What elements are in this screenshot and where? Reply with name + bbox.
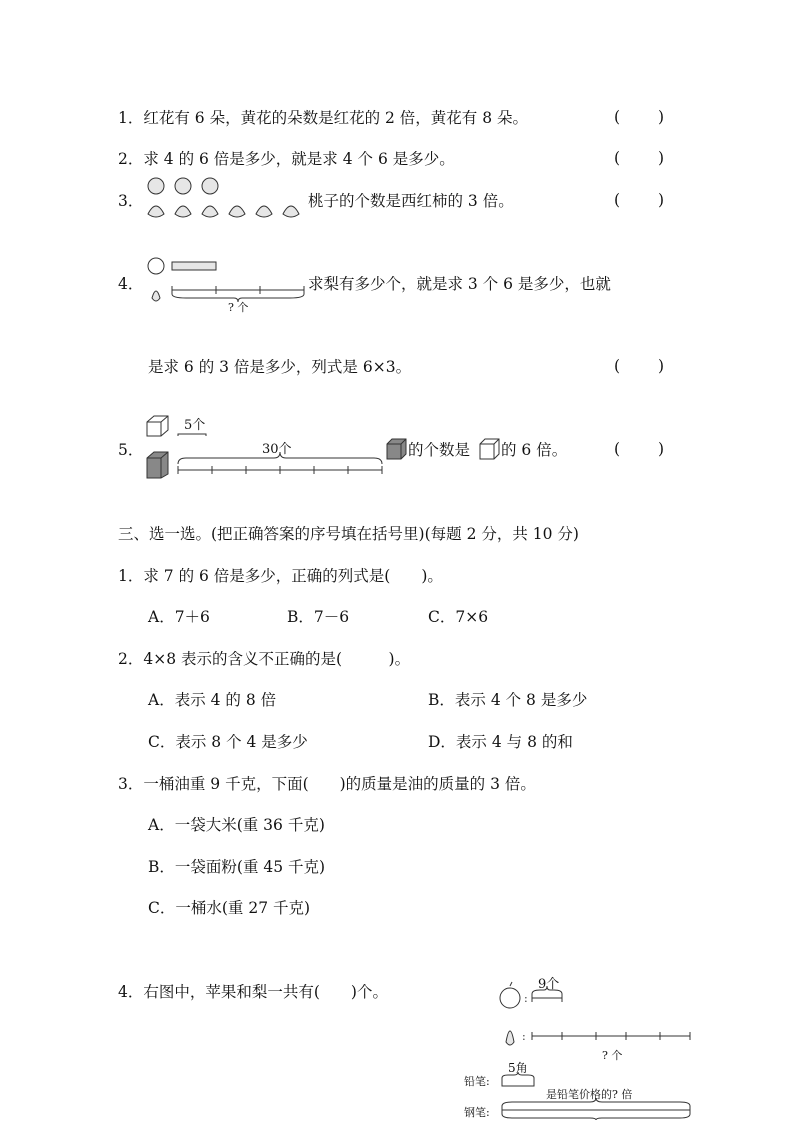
- s3-q2-option-a[interactable]: A．表示 4 的 8 倍: [148, 691, 277, 709]
- question-2: [118, 149, 455, 169]
- question-number: 3．: [118, 192, 144, 210]
- gray-cube-icon: [386, 438, 408, 460]
- question-5-number: [118, 440, 143, 460]
- s3-q1-option-a[interactable]: A．7＋6: [148, 608, 210, 626]
- pear-icon: [152, 291, 160, 301]
- question-4-text-cont: 是求 6 的 3 倍是多少，列式是 6×3。: [148, 358, 412, 376]
- svg-text::: :: [522, 1030, 526, 1043]
- apple-icon: [148, 258, 164, 274]
- question-number: 2．: [118, 150, 144, 168]
- s3-q2-option-d[interactable]: D．表示 4 与 8 的和: [428, 733, 573, 751]
- apple-icon: [500, 988, 520, 1008]
- question-5-text-a: 的个数是: [408, 441, 471, 459]
- apple-nine-label: 9个: [538, 977, 560, 992]
- paren-right: ): [657, 357, 664, 375]
- question-4-text: 求梨有多少个，就是求 3 个 6 是多少，也就: [308, 275, 611, 293]
- s3-question-1: 1．求 7 的 6 倍是多少，正确的列式是( )。: [118, 567, 443, 585]
- question-number: 5．: [118, 441, 144, 459]
- five-label: 5个: [184, 418, 206, 433]
- paren-left: (: [614, 149, 621, 167]
- pear-question-label: ? 个: [602, 1049, 623, 1062]
- question-number: 4．: [118, 275, 144, 293]
- s3-q3-option-a[interactable]: A．一袋大米(重 36 千克): [148, 816, 325, 834]
- question-5-text-b: 的 6 倍。: [501, 441, 568, 459]
- pencil-label: 铅笔:: [464, 1075, 490, 1088]
- tomato-icon: [148, 178, 218, 194]
- pen-multiple-label: 是铅笔价格的? 倍: [546, 1088, 633, 1101]
- apple-pear-right-figure: [498, 976, 694, 1046]
- gray-cube-icon: [147, 452, 168, 478]
- peach-icon: [148, 206, 299, 217]
- pencil-price-label: 5角: [508, 1061, 528, 1075]
- paren-right: ): [657, 191, 664, 209]
- s3-q3-option-b[interactable]: B．一袋面粉(重 45 千克): [148, 858, 326, 876]
- pear-icon: [506, 1031, 514, 1045]
- paren-left: (: [614, 108, 621, 126]
- white-cube-icon: [147, 416, 168, 436]
- pen-label: 钢笔:: [464, 1106, 490, 1119]
- question-3-text: 桃子的个数是西红柿的 3 倍。: [308, 192, 514, 210]
- s3-q1-option-c[interactable]: C．7×6: [428, 608, 489, 626]
- apple-pear-bar-figure: [146, 254, 308, 312]
- s3-q3-option-c[interactable]: C．一桶水(重 27 千克): [148, 899, 311, 917]
- pencil-bar: [502, 1078, 534, 1086]
- s3-q2-option-c[interactable]: C．表示 8 个 4 是多少: [148, 733, 308, 751]
- paren-left: (: [614, 191, 621, 209]
- s3-question-2: 2．4×8 表示的含义不正确的是( )。: [118, 650, 411, 668]
- tomato-peach-figure: [146, 176, 306, 222]
- paren-right: ): [657, 440, 664, 458]
- question-1: [118, 108, 528, 128]
- paren-left: (: [614, 357, 621, 375]
- s3-question-4: 4．右图中，苹果和梨一共有( )个。: [118, 983, 388, 1001]
- question-text: 求 4 的 6 倍是多少，就是求 4 个 6 是多少。: [143, 150, 455, 168]
- s3-q1-option-b[interactable]: B．7－6: [287, 608, 350, 626]
- paren-right: ): [657, 108, 664, 126]
- pear-bar-label: ? 个: [228, 301, 249, 314]
- apple-row-icon: [172, 262, 216, 270]
- section-3-title: 三、选一选。(把正确答案的序号填在括号里)(每题 2 分，共 10 分): [118, 525, 579, 543]
- white-cube-icon: [479, 438, 501, 460]
- paren-left: (: [614, 440, 621, 458]
- question-text: 红花有 6 朵，黄花的朵数是红花的 2 倍，黄花有 8 朵。: [143, 109, 529, 127]
- svg-text::: :: [524, 992, 528, 1005]
- s3-question-3: 3．一桶油重 9 千克，下面( )的质量是油的质量的 3 倍。: [118, 775, 536, 793]
- paren-right: ): [657, 149, 664, 167]
- s3-q2-option-b[interactable]: B．表示 4 个 8 是多少: [428, 691, 588, 709]
- question-3-number: [118, 191, 143, 211]
- thirty-label: 30个: [262, 442, 292, 457]
- question-number: 1．: [118, 109, 144, 127]
- question-4-number: [118, 274, 143, 294]
